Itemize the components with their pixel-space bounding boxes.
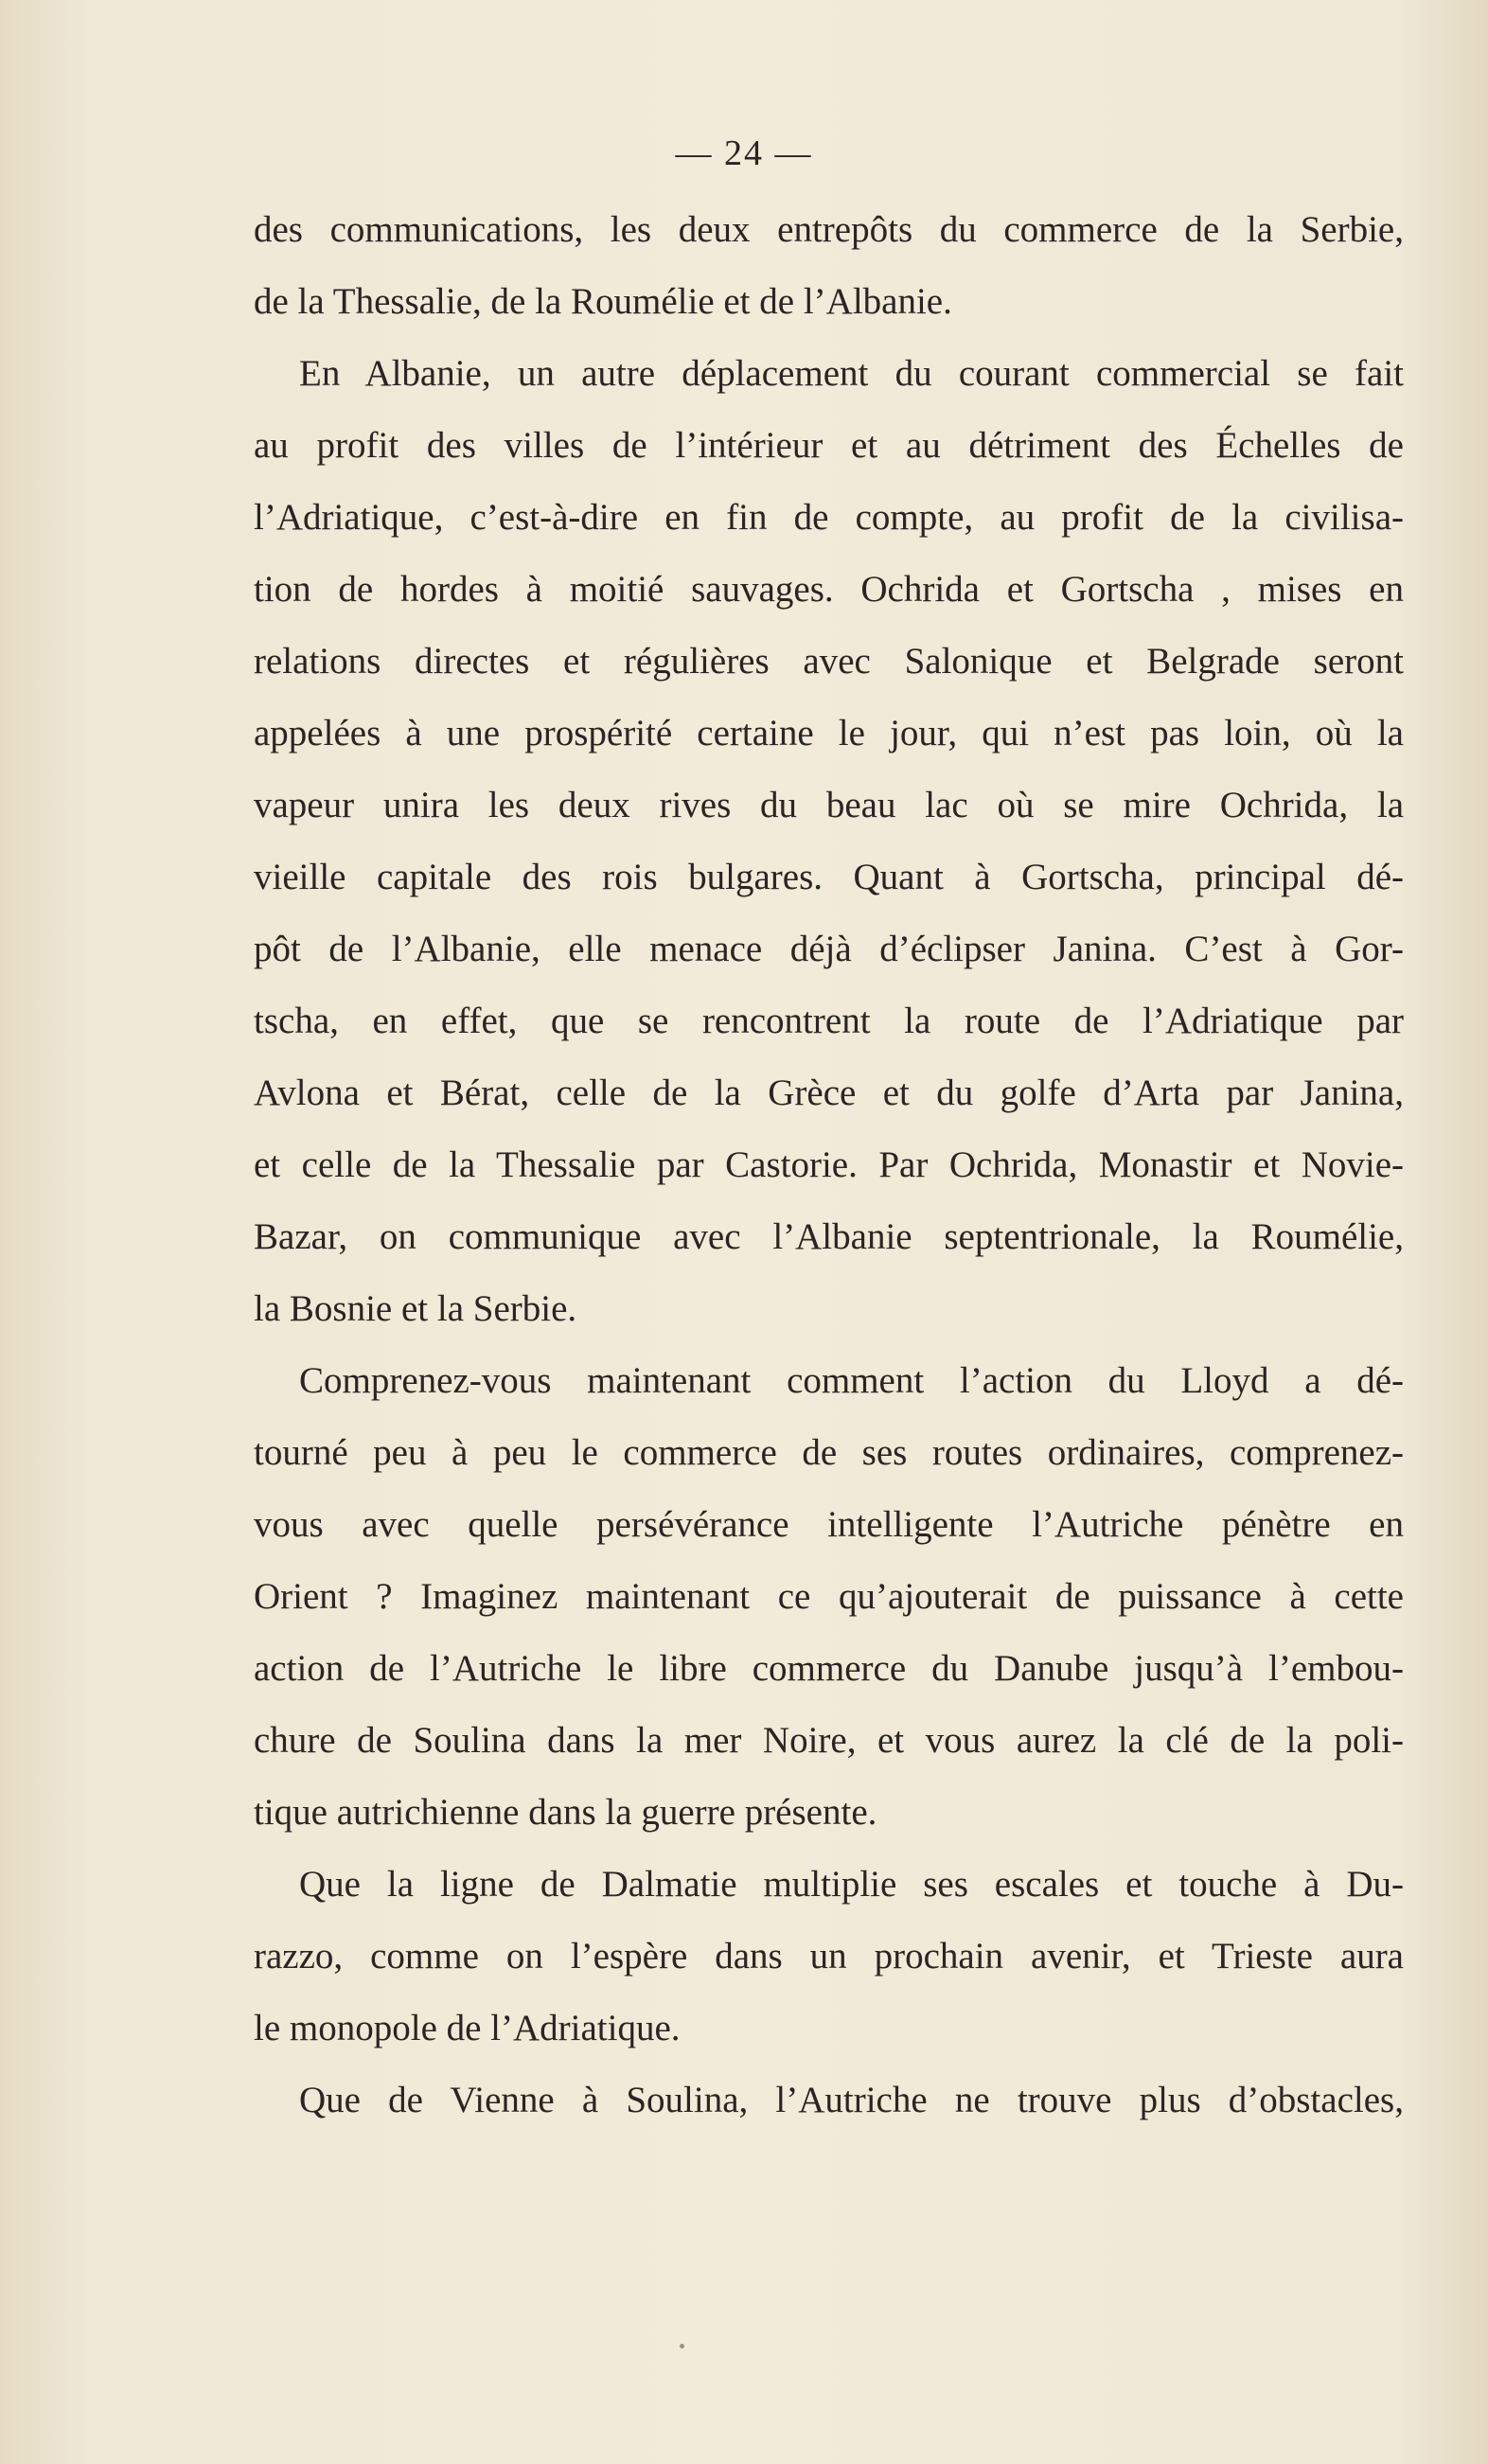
text-line: tique autrichienne dans la guerre présente.	[254, 1792, 877, 1833]
text-line: En Albanie, un autre déplacement du courant commercial se fait	[299, 353, 1404, 394]
text-line: tourné peu à peu le commerce de ses routes ordinaires, comprenez-	[254, 1432, 1404, 1473]
page-number: — 24 —	[675, 133, 813, 173]
text-line: et celle de la Thessalie par Castorie. Par Ochrida, Monastir et Novie-	[254, 1144, 1404, 1185]
text-line: vous avec quelle persévérance intelligente l’Autriche pénètre en	[254, 1504, 1404, 1545]
text-line: action de l’Autriche le libre commerce du Danube jusqu’à l’embou-	[254, 1648, 1404, 1689]
text-line: Bazar, on communique avec l’Albanie septentrionale, la Roumélie,	[254, 1216, 1404, 1257]
text-line: le monopole de l’Adriatique.	[254, 2008, 681, 2048]
text-line: razzo, comme on l’espère dans un prochain avenir, et Trieste aura	[254, 1936, 1404, 1977]
body-text	[254, 194, 1404, 2136]
text-line: vieille capitale des rois bulgares. Quant à Gortscha, principal dé-	[254, 857, 1404, 897]
text-line: Que de Vienne à Soulina, l’Autriche ne trouve plus d’obstacles,	[299, 2080, 1404, 2120]
ink-speck	[680, 2344, 684, 2349]
text-line: la Bosnie et la Serbie.	[254, 1288, 577, 1329]
text-line: de la Thessalie, de la Roumélie et de l’Albanie.	[254, 281, 952, 322]
text-line: Que la ligne de Dalmatie multiplie ses escales et touche à Du-	[299, 1864, 1404, 1905]
text-line: Comprenez-vous maintenant comment l’action du Lloyd a dé-	[299, 1360, 1404, 1401]
text-line: des communications, les deux entrepôts du commerce de la Serbie,	[254, 209, 1404, 250]
text-line: Avlona et Bérat, celle de la Grèce et du golfe d’Arta par Janina,	[254, 1072, 1404, 1113]
text-line: relations directes et régulières avec Salonique et Belgrade seront	[254, 641, 1404, 682]
text-line: tion de hordes à moitié sauvages. Ochrida et Gortscha , mises en	[254, 569, 1404, 610]
text-line: au profit des villes de l’intérieur et au détriment des Échelles de	[254, 425, 1404, 466]
text-line: tscha, en effet, que se rencontrent la route de l’Adriatique par	[254, 1001, 1404, 1041]
text-line: pôt de l’Albanie, elle menace déjà d’éclipser Janina. C’est à Gor-	[254, 929, 1404, 969]
text-line: appelées à une prospérité certaine le jour, qui n’est pas loin, où la	[254, 713, 1404, 753]
text-line: chure de Soulina dans la mer Noire, et vous aurez la clé de la poli-	[254, 1720, 1404, 1761]
text-line: l’Adriatique, c’est-à-dire en fin de compte, au profit de la civilisa-	[254, 497, 1404, 538]
text-line: vapeur unira les deux rives du beau lac où se mire Ochrida, la	[254, 785, 1404, 825]
text-line: Orient ? Imaginez maintenant ce qu’ajouterait de puissance à cette	[254, 1576, 1404, 1617]
